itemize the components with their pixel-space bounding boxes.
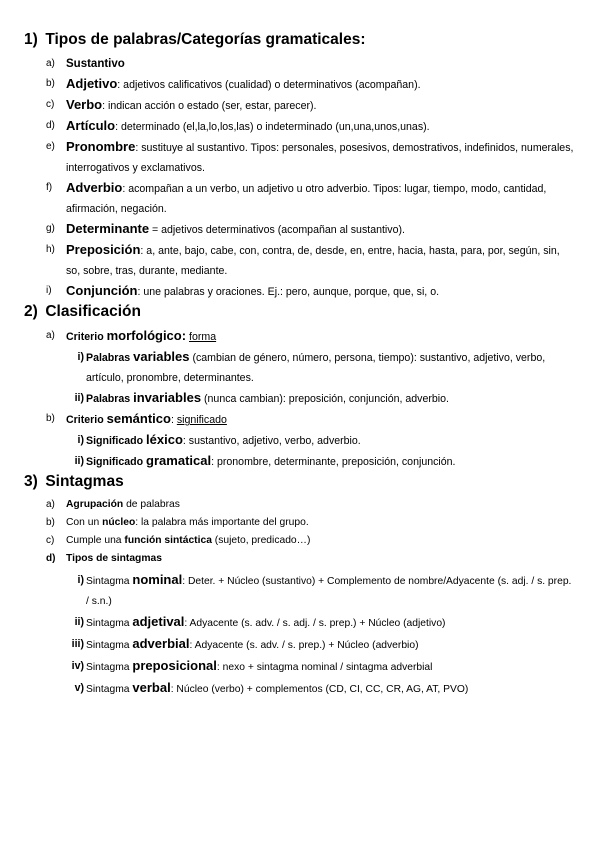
list-marker: b) xyxy=(46,78,55,89)
section-3 xyxy=(24,472,576,700)
term: Verbo xyxy=(66,97,103,112)
list-marker: v) xyxy=(74,682,84,694)
definition: : determinado (el,la,lo,los,las) o indeterminado (un,una,unos,unas). xyxy=(115,121,430,133)
list-marker: ii) xyxy=(74,455,84,467)
definition: : une palabras y oraciones. Ej.: pero, aunque, porque, que, si, o. xyxy=(137,286,440,298)
list-item xyxy=(24,54,576,74)
term-prefix: Con un xyxy=(66,517,103,528)
list-marker: a) xyxy=(46,330,55,341)
list-item xyxy=(24,532,576,550)
definition: : sustituye al sustantivo. Tipos: personales, posesivos, demostrativos, indefinidos, numerales, interrogativos y exclamativos. xyxy=(66,142,574,174)
definition: = adjetivos determinativos (acompañan al sustantivo). xyxy=(149,224,405,236)
section-2-heading xyxy=(24,302,576,322)
list-item xyxy=(24,95,576,116)
criterion-prefix: Criterio xyxy=(66,414,107,426)
list-marker: c) xyxy=(46,535,55,546)
term: Artículo xyxy=(66,118,116,133)
list-marker: ii) xyxy=(74,392,84,404)
term: adjetival xyxy=(132,614,185,629)
list-item xyxy=(24,326,576,409)
list-item xyxy=(24,409,576,472)
semantic-sublist xyxy=(24,430,576,472)
term-prefix: Sintagma xyxy=(86,684,133,695)
definition: : adjetivos calificativos (cualidad) o determinativos (acompañan). xyxy=(117,79,421,91)
section-3-title: Sintagmas xyxy=(45,473,124,490)
definition: : Deter. + Núcleo (sustantivo) + Complemento de nombre/Adyacente (s. adj. / s. prep. / s.n.) xyxy=(86,576,572,607)
term: Preposición xyxy=(66,242,141,257)
word-types-list xyxy=(24,54,576,302)
section-3-heading xyxy=(24,472,576,492)
term-prefix: Palabras xyxy=(86,393,134,405)
list-item xyxy=(24,656,576,678)
list-item xyxy=(24,388,576,409)
term: Adverbio xyxy=(66,180,123,195)
term: Pronombre xyxy=(66,139,136,154)
phrase-types-sublist xyxy=(24,570,576,700)
list-marker: e) xyxy=(46,141,55,152)
term: gramatical xyxy=(146,453,212,468)
term: Sustantivo xyxy=(66,58,125,70)
section-3-number: 3) xyxy=(24,473,38,490)
list-marker: i) xyxy=(77,434,84,446)
criterion-name: semántico xyxy=(106,411,171,426)
list-item xyxy=(24,240,576,281)
term: Conjunción xyxy=(66,283,138,298)
criterion-basis: forma xyxy=(189,331,217,343)
list-marker: d) xyxy=(46,553,56,564)
list-item xyxy=(24,281,576,302)
list-marker: i) xyxy=(77,351,84,363)
term-prefix: Sintagma xyxy=(86,618,133,629)
term: adverbial xyxy=(132,636,190,651)
term: invariables xyxy=(133,390,202,405)
list-item xyxy=(24,496,576,514)
list-marker: iii) xyxy=(71,638,84,650)
list-marker: iv) xyxy=(71,660,84,672)
list-marker: h) xyxy=(46,244,55,255)
definition: : indican acción o estado (ser, estar, parecer). xyxy=(102,100,317,112)
term: Determinante xyxy=(66,221,150,236)
section-1-number: 1) xyxy=(24,31,38,48)
list-item xyxy=(24,137,576,178)
criterion-prefix: Criterio xyxy=(66,331,107,343)
list-marker: b) xyxy=(46,517,55,528)
morphological-sublist xyxy=(24,347,576,409)
definition: (sujeto, predicado…) xyxy=(211,535,311,546)
list-item xyxy=(24,74,576,95)
list-item xyxy=(24,178,576,219)
section-2-number: 2) xyxy=(24,303,38,320)
term: léxico xyxy=(146,432,183,447)
criterion-name: morfológico: xyxy=(106,328,187,343)
list-marker: c) xyxy=(46,99,55,110)
definition: : a, ante, bajo, cabe, con, contra, de, desde, en, entre, hacia, hasta, para, por, según, sin, so, sobre, tras, durante, mediante. xyxy=(66,245,560,277)
term-prefix: Palabras xyxy=(86,352,134,364)
definition: : pronombre, determinante, preposición, conjunción. xyxy=(211,456,456,468)
term: función sintáctica xyxy=(124,535,212,546)
list-item xyxy=(24,612,576,634)
term: variables xyxy=(133,349,190,364)
separator: : xyxy=(170,414,177,426)
term: nominal xyxy=(132,572,183,587)
list-item xyxy=(24,678,576,700)
section-1 xyxy=(24,30,576,302)
list-item xyxy=(24,634,576,656)
term-prefix: Sintagma xyxy=(86,662,133,673)
list-item xyxy=(24,116,576,137)
definition: : Adyacente (s. adv. / s. prep.) + Núcleo (adverbio) xyxy=(189,640,419,651)
classification-list xyxy=(24,326,576,472)
list-item xyxy=(24,430,576,451)
criterion-basis: significado xyxy=(176,414,227,426)
definition: : sustantivo, adjetivo, verbo, adverbio. xyxy=(182,435,361,447)
term-prefix: Cumple una xyxy=(66,535,125,546)
list-marker: i) xyxy=(46,285,52,296)
definition: : Adyacente (s. adv. / s. adj. / s. prep.) + Núcleo (adjetivo) xyxy=(184,618,446,629)
definition: : Núcleo (verbo) + complementos (CD, CI, CC, CR, AG, AT, PVO) xyxy=(170,684,469,695)
term-prefix: Significado xyxy=(86,435,147,447)
term: Agrupación xyxy=(66,499,124,510)
list-marker: a) xyxy=(46,499,55,510)
section-2 xyxy=(24,302,576,472)
term-prefix: Sintagma xyxy=(86,576,133,587)
list-item xyxy=(24,550,576,700)
list-item xyxy=(24,347,576,388)
list-marker: f) xyxy=(46,182,53,193)
list-marker: i) xyxy=(77,574,84,586)
term-prefix: Significado xyxy=(86,456,147,468)
term: preposicional xyxy=(132,658,217,673)
term: Adjetivo xyxy=(66,76,118,91)
list-marker: d) xyxy=(46,120,55,131)
list-marker: b) xyxy=(46,413,55,424)
definition: de palabras xyxy=(123,499,180,510)
list-marker: g) xyxy=(46,223,55,234)
section-2-title: Clasificación xyxy=(45,303,141,320)
list-item xyxy=(24,451,576,472)
term: núcleo xyxy=(102,517,136,528)
definition: : la palabra más importante del grupo. xyxy=(135,517,309,528)
list-marker: a) xyxy=(46,58,55,69)
section-1-heading xyxy=(24,30,576,50)
phrases-list xyxy=(24,496,576,700)
definition: : nexo + sintagma nominal / sintagma adverbial xyxy=(216,662,433,673)
definition: (nunca cambian): preposición, conjunción, adverbio. xyxy=(201,393,449,405)
list-item xyxy=(24,514,576,532)
section-1-title: Tipos de palabras/Categorías gramaticales: xyxy=(45,31,366,48)
definition: (cambian de género, número, persona, tiempo): sustantivo, adjetivo, verbo, artículo, pronombre, determinantes. xyxy=(86,352,546,384)
definition: : acompañan a un verbo, un adjetivo u otro adverbio. Tipos: lugar, tiempo, modo, cantidad, afirmación, negación. xyxy=(66,183,547,215)
term-prefix: Sintagma xyxy=(86,640,133,651)
list-item xyxy=(24,219,576,240)
list-item xyxy=(24,570,576,612)
subsection-title: Tipos de sintagmas xyxy=(66,553,162,564)
term: verbal xyxy=(132,680,171,695)
list-marker: ii) xyxy=(74,616,84,628)
